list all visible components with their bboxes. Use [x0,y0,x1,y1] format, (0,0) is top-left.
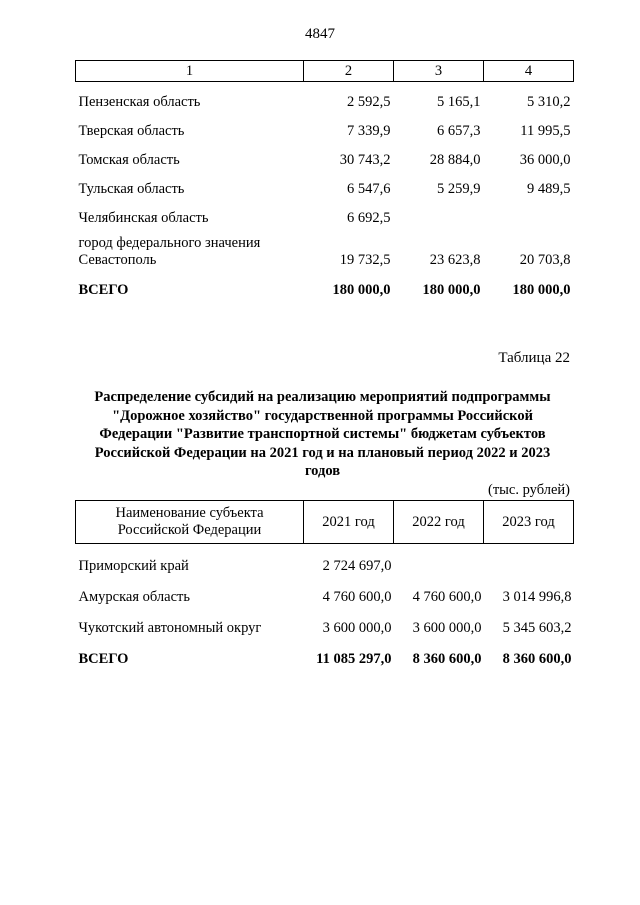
value-col2: 2 592,5 [347,94,391,110]
total-col3: 180 000,0 [422,282,481,298]
subsidy-table-22 [75,500,574,668]
total-row [76,269,574,299]
value-col3: 5 259,9 [437,181,481,197]
column-header-3: 3 [394,61,484,82]
value-col3: 5 165,1 [437,94,481,110]
table-header-row [76,501,574,544]
table-row [76,227,574,269]
value-col2: 6 692,5 [347,210,391,226]
region-name: Тверская область [78,123,185,139]
region-name: Амурская область [78,589,190,605]
region-name-line2: Севастополь [78,252,157,268]
region-name [76,227,304,269]
total-col4: 180 000,0 [512,282,571,298]
value-col4: 5 310,2 [527,94,571,110]
region-name: Тульская область [78,181,185,197]
value-2023 [484,544,574,576]
value-col3: 6 657,3 [437,123,481,139]
value-col2: 7 339,9 [347,123,391,139]
column-header-1: 1 [76,61,304,82]
column-header-subject [76,501,304,544]
subsidy-table-continuation [75,60,574,299]
value-2021: 4 760 600,0 [322,589,392,605]
value-2022: 4 760 600,0 [412,589,482,605]
value-col2: 19 732,5 [339,252,391,268]
table-number-label: Таблица 22 [498,350,570,366]
value-2021: 3 600 000,0 [322,620,392,636]
value-2023: 3 014 996,8 [502,589,572,605]
units-label: (тыс. рублей) [488,482,570,498]
total-2022: 8 360 600,0 [412,651,482,667]
value-col2: 30 743,2 [339,152,391,168]
column-header-2021: 2021 год [304,501,394,544]
value-col3 [394,198,484,227]
column-header-2023: 2023 год [484,501,574,544]
value-col3: 28 884,0 [429,152,481,168]
value-2022 [394,544,484,576]
table-row [76,169,574,198]
table-row [76,606,574,637]
table-row [76,198,574,227]
value-2023: 5 345 603,2 [502,620,572,636]
column-header-2022: 2022 год [394,501,484,544]
region-name: Приморский край [78,558,189,574]
value-2021: 2 724 697,0 [322,558,392,574]
total-row [76,637,574,668]
region-name: Челябинская область [78,210,209,226]
page-number: 4847 [305,26,335,42]
column-header-2: 2 [304,61,394,82]
region-name: Чукотский автономный округ [78,620,262,636]
table-row [76,140,574,169]
value-col4: 9 489,5 [527,181,571,197]
total-label: ВСЕГО [78,282,129,298]
table-row [76,544,574,576]
region-name: Пензенская область [78,94,201,110]
table-row [76,575,574,606]
value-col2: 6 547,6 [347,181,391,197]
total-label: ВСЕГО [78,651,129,667]
value-col4 [484,198,574,227]
column-header-subject-line1: Наименование субъекта [115,505,264,521]
value-col4: 20 703,8 [519,252,571,268]
region-name: Томская область [78,152,180,168]
value-col3: 23 623,8 [429,252,481,268]
column-header-subject-line2: Российской Федерации [117,522,262,538]
region-name-line1: город федерального значения [78,235,261,251]
total-col2: 180 000,0 [332,282,391,298]
table-title: Распределение субсидий на реализацию мероприятий подпрограммы "Дорожное хозяйство" государственной программы Российской Федерации "Развитие транспортной системы" бюджетам субъектов Российской Федерации на 2021 год и на плановый период 2022 и 2023 годов [94,389,551,479]
value-col4: 36 000,0 [519,152,571,168]
total-2021: 11 085 297,0 [316,651,392,667]
total-2023: 8 360 600,0 [502,651,572,667]
value-col4: 11 995,5 [520,123,571,139]
table-row [76,111,574,140]
value-2022: 3 600 000,0 [412,620,482,636]
table-row [76,82,574,112]
column-header-4: 4 [484,61,574,82]
table-header-row [76,61,574,82]
